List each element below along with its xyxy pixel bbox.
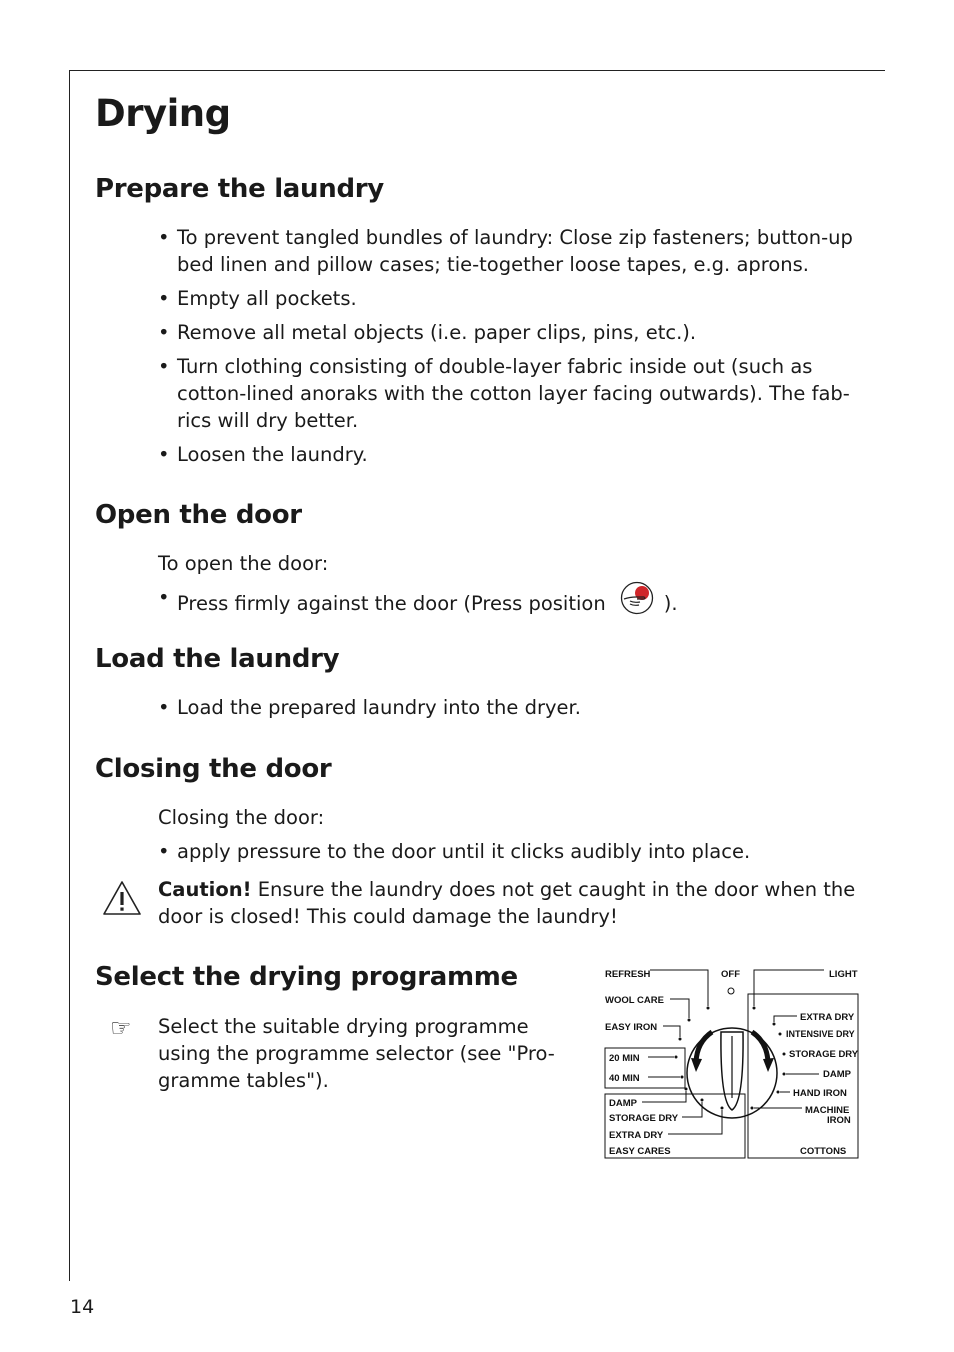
pointing-hand-icon: ☞ [110, 1014, 132, 1042]
caution-label: Caution! [158, 878, 252, 901]
heading-load: Load the laundry [95, 644, 340, 674]
select-text: Select the suitable drying programme using the programme selector (see "Pro-gramme tables"). [158, 1015, 555, 1092]
list-item: • Load the prepared laundry into the dryer. [158, 694, 868, 721]
caution-body: Ensure the laundry does not get caught in the door when the door is closed! This could damage the laundry! [158, 878, 856, 928]
top-rule [69, 70, 885, 71]
open-instruction: Press firmly against the door (Press position [177, 592, 606, 615]
label-20-min: 20 MIN [609, 1053, 640, 1064]
closing-intro: Closing the door: [158, 806, 325, 829]
label-damp-left: DAMP [609, 1098, 637, 1109]
list-item: • Loosen the laundry. [158, 441, 868, 468]
open-instruction-end: ). [663, 592, 678, 615]
label-iron: IRON [827, 1115, 851, 1126]
heading-open-door: Open the door [95, 500, 302, 530]
heading-closing: Closing the door [95, 754, 332, 784]
label-extra-dry-right: EXTRA DRY [800, 1012, 855, 1023]
label-easy-iron: EASY IRON [605, 1022, 658, 1033]
list-item: • apply pressure to the door until it clicks audibly into place. [158, 838, 868, 865]
label-hand-iron: HAND IRON [793, 1088, 847, 1099]
caution-text [158, 876, 868, 930]
label-easy-cares: EASY CARES [609, 1146, 671, 1157]
label-40-min: 40 MIN [609, 1073, 640, 1084]
list-item [158, 584, 868, 625]
list-item: • Empty all pockets. [158, 285, 868, 312]
label-storage-dry-left: STORAGE DRY [609, 1113, 679, 1124]
page-title: Drying [95, 92, 231, 135]
press-position-icon [620, 581, 654, 622]
label-off: OFF [721, 969, 740, 980]
heading-prepare: Prepare the laundry [95, 174, 384, 204]
label-light: LIGHT [829, 969, 858, 980]
label-extra-dry-left: EXTRA DRY [609, 1130, 664, 1141]
warning-triangle-icon [102, 880, 142, 920]
label-storage-dry-right: STORAGE DRY [789, 1049, 859, 1060]
page-number: 14 [70, 1296, 95, 1318]
label-cottons: COTTONS [800, 1146, 847, 1157]
heading-select: Select the drying programme [95, 962, 518, 992]
label-machine: MACHINE [805, 1105, 850, 1116]
programme-selector-diagram [600, 962, 862, 1162]
label-refresh: REFRESH [605, 969, 651, 980]
list-item: • Remove all metal objects (i.e. paper clips, pins, etc.). [158, 319, 868, 346]
label-intensive-dry: INTENSIVE DRY [786, 1029, 855, 1039]
open-list [158, 584, 868, 632]
list-item: • To prevent tangled bundles of laundry: Close zip fasteners; button-up bed linen and pillow cases; tie-together loose tapes, e.g. aprons. [158, 224, 868, 278]
load-list [158, 694, 868, 728]
open-intro: To open the door: [158, 552, 329, 575]
closing-list [158, 838, 868, 872]
label-damp-right: DAMP [823, 1069, 851, 1080]
label-wool-care: WOOL CARE [605, 995, 664, 1006]
prepare-list [158, 224, 868, 475]
list-item: • Turn clothing consisting of double-layer fabric inside out (such as cotton-lined anoraks with the cotton layer facing outwards). The fab-rics will dry better. [158, 353, 868, 434]
left-rule [69, 70, 70, 1281]
